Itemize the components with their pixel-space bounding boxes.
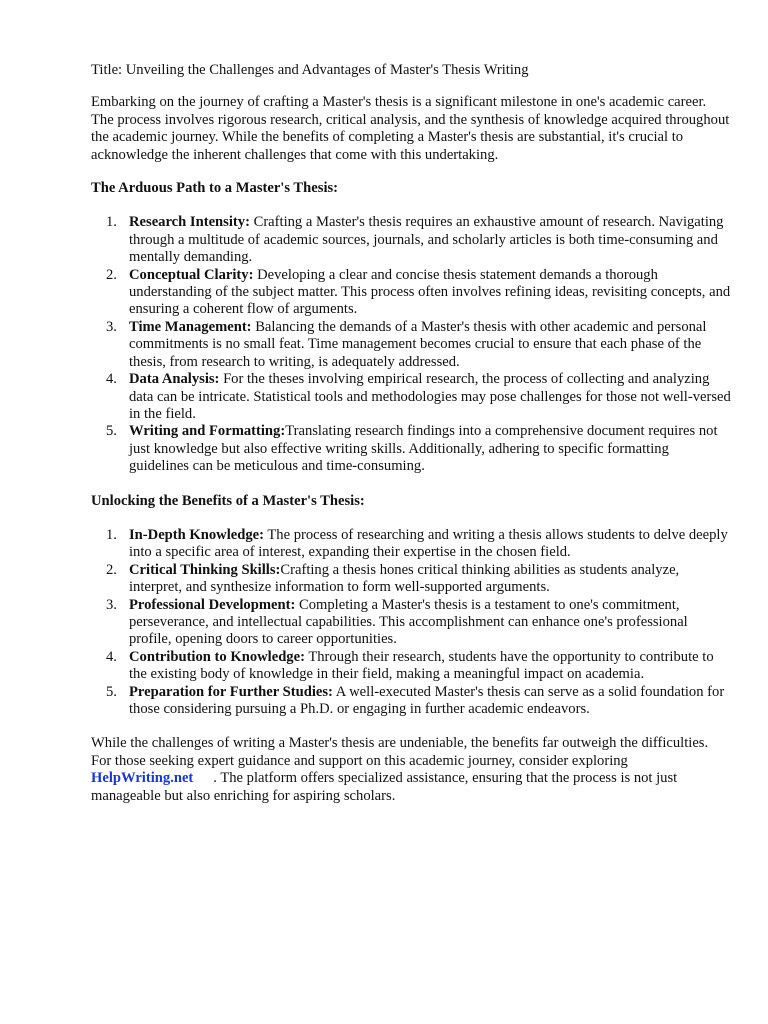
list-item <box>91 527 731 562</box>
list-item-text: Developing a clear and concise thesis statement demands a thorough understanding of the subject matter. This process often involves refining ideas, revisiting concepts, and ensuring a coherent flow of arguments. <box>129 266 731 318</box>
list-item-term: Critical Thinking Skills: <box>129 561 281 578</box>
benefits-list <box>91 527 731 718</box>
intro-paragraph: Embarking on the journey of crafting a Master's thesis is a significant milestone in one's academic career. The process involves rigorous research, critical analysis, and the synthesis of knowledge acquired throughout the academic journey. While the benefits of completing a Master's thesis are substantial, it's crucial to acknowledge the inherent challenges that come with this undertaking. <box>91 94 730 163</box>
list-item-term: Time Management: <box>129 318 252 335</box>
list-number: 4. <box>106 648 117 665</box>
list-number: 3. <box>106 596 117 613</box>
benefits-heading: Unlocking the Benefits of a Master's Thesis: <box>91 492 365 509</box>
list-item <box>91 267 731 319</box>
challenges-heading: The Arduous Path to a Master's Thesis: <box>91 180 339 197</box>
list-number: 1. <box>106 214 117 231</box>
helpwriting-link[interactable]: HelpWriting.net <box>91 770 194 787</box>
list-item-text: Through their research, students have the opportunity to contribute to the existing body of knowledge in their field, making a meaningful impact on academia. <box>129 648 714 683</box>
challenges-list <box>91 214 731 475</box>
list-item-term: Conceptual Clarity: <box>129 266 254 283</box>
list-item-text: Balancing the demands of a Master's thesis with other academic and personal commitments is no small feat. Time management becomes crucial to ensure that each phase of the thesis, from research to writing, is adequately addressed. <box>129 318 707 370</box>
list-number: 2. <box>106 266 117 283</box>
list-item-text: The process of researching and writing a thesis allows students to delve deeply into a specific area of interest, expanding their expertise in the chosen field. <box>129 526 728 561</box>
list-item <box>91 649 731 684</box>
list-item <box>91 214 731 266</box>
list-item <box>91 371 731 423</box>
list-item <box>91 562 731 597</box>
list-item-term: Contribution to Knowledge: <box>129 648 305 665</box>
list-item-text: For the theses involving empirical research, the process of collecting and analyzing data can be intricate. Statistical tools and methodologies may pose challenges for those not well-versed in the field. <box>129 371 731 422</box>
list-number: 4. <box>106 371 117 388</box>
list-item-text: Completing a Master's thesis is a testament to one's commitment, perseverance, and intellectual capabilities. This accomplishment can enhance one's professional profile, opening doors to career opportunities. <box>129 596 688 648</box>
conclusion-text-before: While the challenges of writing a Master's thesis are undeniable, the benefits far outweigh the difficulties. For those seeking expert guidance and support on this academic journey, consider exploring <box>91 735 709 769</box>
conclusion-paragraph <box>91 735 731 805</box>
list-item-text: Translating research findings into a comprehensive document requires not just knowledge but also effective writing skills. Additionally, adhering to specific formatting guidelines can be meticulous and time-consuming. <box>129 423 718 475</box>
list-number: 3. <box>106 318 117 335</box>
list-number: 5. <box>106 423 117 440</box>
document-page <box>91 62 731 821</box>
list-item-term: Preparation for Further Studies: <box>129 683 333 700</box>
list-item <box>91 423 731 475</box>
list-number: 2. <box>106 561 117 578</box>
list-item-term: Research Intensity: <box>129 214 250 231</box>
document-title: Title: Unveiling the Challenges and Advantages of Master's Thesis Writing <box>91 62 529 78</box>
list-item-text: Crafting a Master's thesis requires an exhaustive amount of research. Navigating through a multitude of academic sources, journals, and scholarly articles is both time-consuming and mentally demanding. <box>129 214 724 266</box>
list-number: 1. <box>106 526 117 543</box>
list-item <box>91 684 731 719</box>
list-item-text: A well-executed Master's thesis can serve as a solid foundation for those considering pursuing a Ph.D. or engaging in further academic endeavors. <box>129 683 725 717</box>
list-item <box>91 597 731 649</box>
list-item-term: Data Analysis: <box>129 371 220 388</box>
list-item-term: Writing and Formatting: <box>129 423 286 440</box>
list-item-term: Professional Development: <box>129 596 296 613</box>
conclusion-text-after: . The platform offers specialized assistance, ensuring that the process is not just manageable but also enriching for aspiring scholars. <box>91 770 678 804</box>
list-item-term: In-Depth Knowledge: <box>129 526 264 543</box>
list-number: 5. <box>106 683 117 700</box>
list-item-text: Crafting a thesis hones critical thinking abilities as students analyze, interpret, and synthesize information to form well-supported arguments. <box>129 561 680 596</box>
list-item <box>91 319 731 371</box>
